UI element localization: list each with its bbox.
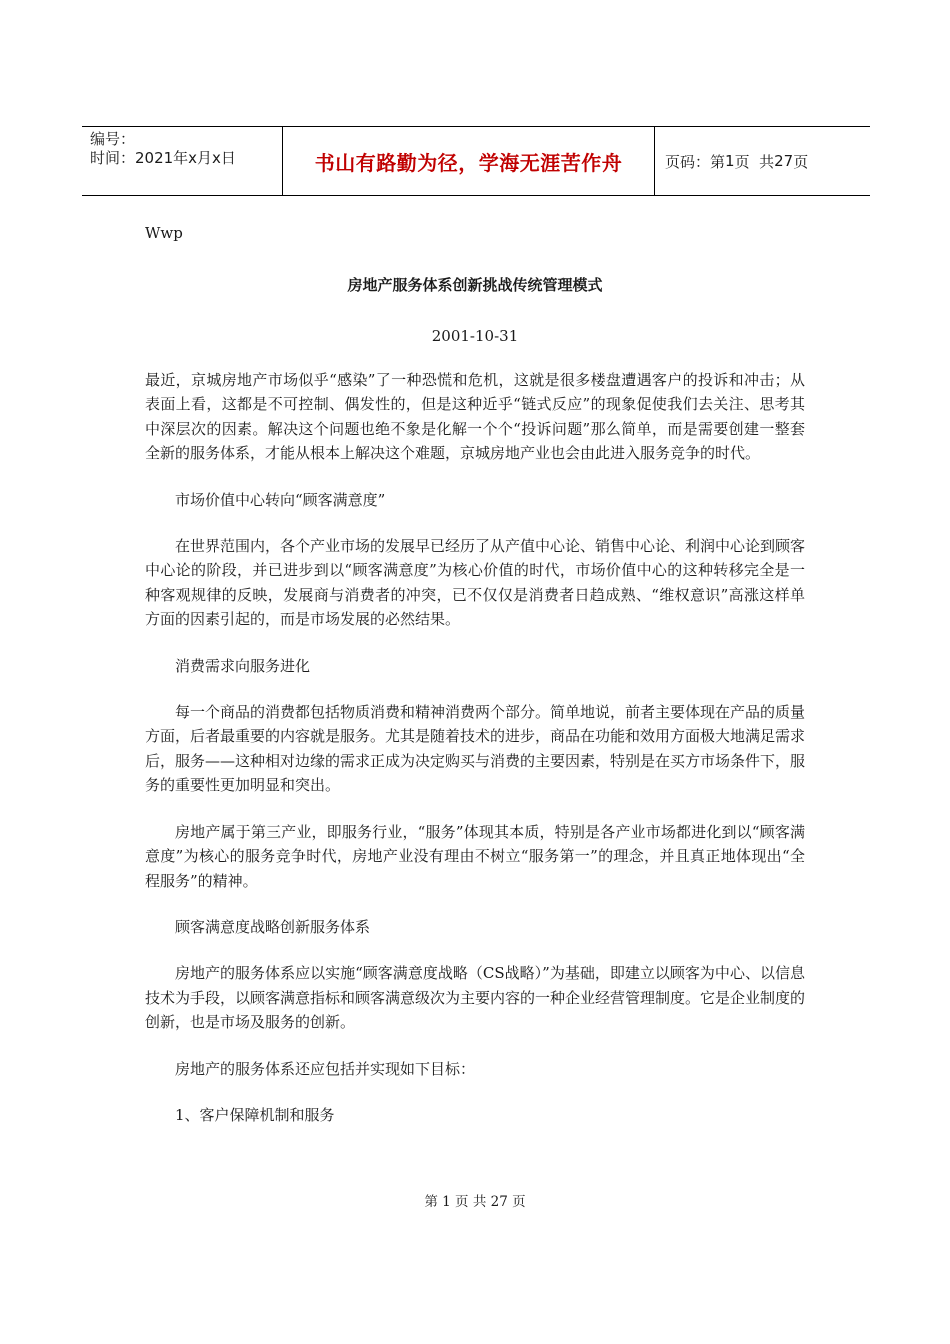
footer-current-page: 1 xyxy=(442,1194,451,1210)
number-label: 编号： xyxy=(90,130,136,148)
paragraph: 在世界范围内，各个产业市场的发展早已经历了从产值中心论、销售中心论、利润中心论到顾客中心论的阶段，并已进步到以“顾客满意度”为核心价值的时代，市场价值中心的这种转移完全是一种客观规律的反映，发展商与消费者的冲突，已不仅仅是消费者日趋成熟、“维权意识”高涨这样单方面的因素引起的，而是市场发展的必然结果。 xyxy=(145,537,806,629)
footer-total-pages: 27 xyxy=(490,1194,508,1210)
list-item: 1、客户保障机制和服务 xyxy=(175,1105,335,1124)
page-current: 1 xyxy=(725,152,735,170)
page-label-c: 页 xyxy=(793,152,809,171)
source-label: Wwp xyxy=(145,224,183,242)
page-total: 27 xyxy=(774,152,794,170)
paragraph: 最近，京城房地产市场似乎“感染”了一种恐慌和危机，这就是很多楼盘遭遇客户的投诉和冲击；从表面上看，这都是不可控制、偶发性的，但是这种近乎“链式反应”的现象促使我们去关注、思考其中深层次的因素。解决这个问题也绝不象是化解一个个“投诉问题”那么简单，而是需要创建一整套全新的服务体系，才能从根本上解决这个难题，京城房地产业也会由此进入服务竞争的时代。 xyxy=(145,371,805,463)
footer-prefix: 第 xyxy=(424,1194,443,1210)
document-body xyxy=(145,222,805,1149)
header-meta xyxy=(82,127,282,195)
page-label-a: 页码：第 xyxy=(665,152,726,171)
document-date: 2001-10-31 xyxy=(431,327,519,345)
paragraph: 每一个商品的消费都包括物质消费和精神消费两个部分。简单地说，前者主要体现在产品的质量方面，后者最重要的内容就是服务。尤其是随着技术的进步，商品在功能和效用方面极大地满足需求后，服务——这种相对边缘的需求正成为决定购买与消费的主要因素，特别是在买方市场条件下，服务的重要性更加明显和突出。 xyxy=(145,703,806,795)
footer-middle: 页 共 xyxy=(450,1194,491,1210)
section-heading: 市场价值中心转向“顾客满意度” xyxy=(175,490,386,509)
document-title: 房地产服务体系创新挑战传统管理模式 xyxy=(347,276,603,294)
page-label-b: 页 共 xyxy=(734,152,775,171)
page-footer xyxy=(0,1190,950,1210)
header-page-info xyxy=(655,127,870,195)
time-label: 时间：2021年x月x日 xyxy=(90,149,236,167)
section-heading: 顾客满意度战略创新服务体系 xyxy=(175,917,371,936)
paragraph: 房地产的服务体系还应包括并实现如下目标： xyxy=(175,1059,476,1078)
paragraph: 房地产的服务体系应以实施“顾客满意度战略（CS战略）”为基础，即建立以顾客为中心、以信息技术为手段，以顾客满意指标和顾客满意级次为主要内容的一种企业经营管理制度。它是企业制度的创新，也是市场及服务的创新。 xyxy=(145,964,806,1032)
document-header xyxy=(82,126,870,196)
footer-suffix: 页 xyxy=(507,1194,526,1210)
header-motto-cell xyxy=(282,127,655,195)
paragraph: 房地产属于第三产业，即服务行业，“服务”体现其本质，特别是各产业市场都进化到以“顾客满意度”为核心的服务竞争时代，房地产业没有理由不树立“服务第一”的理念，并且真正地体现出“全程服务”的精神。 xyxy=(145,822,805,890)
motto: 书山有路勤为径，学海无涯苦作舟 xyxy=(314,150,623,175)
section-heading: 消费需求向服务进化 xyxy=(175,656,311,675)
